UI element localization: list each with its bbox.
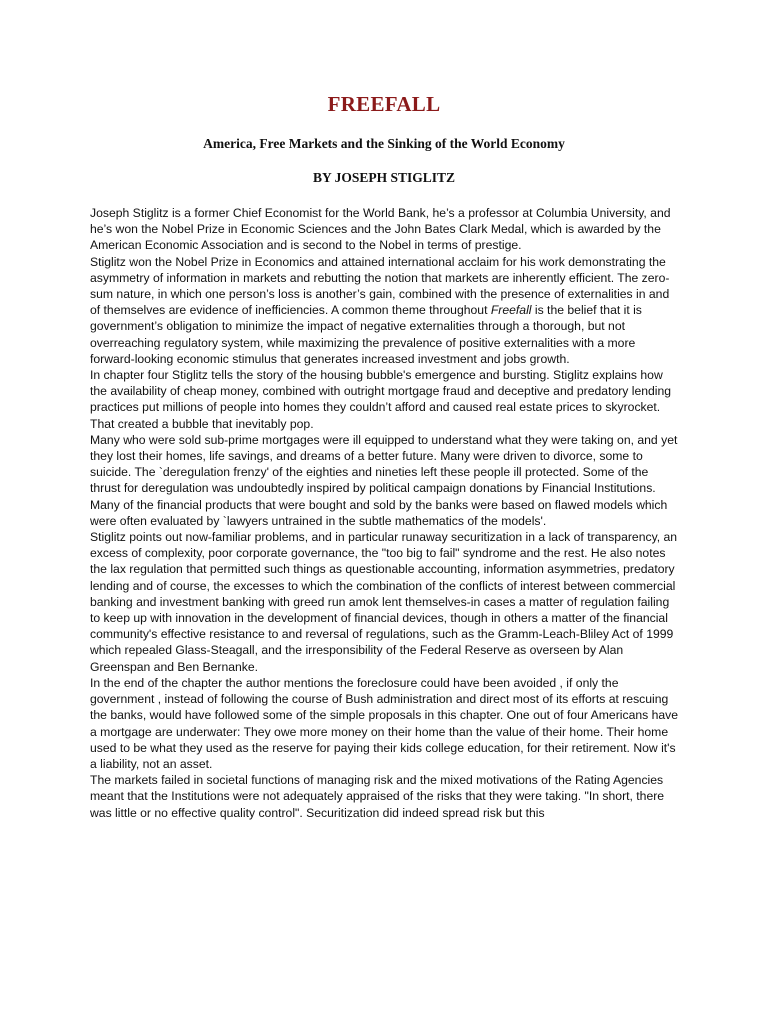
paragraph-text: is the belief that it is government’s obligation to minimize the impact of negative externalities through a thorough, but not overreaching regulatory system, while maximizing the prevalence of positive externalities with a more forward-looking economic stimulus that generates increased investment and jobs growth. (90, 303, 642, 366)
paragraph-flawed-models: Many of the financial products that were bought and sold by the banks were based on flawed models which were often evaluated by `lawyers untrained in the subtle mathematics of the models'. (90, 497, 668, 528)
paragraph-foreclosure: In the end of the chapter the author mentions the foreclosure could have been avoided , if only the government , instead of following the course of Bush administration and direct most of its efforts at rescuing the banks, would have followed some of the simple proposals in this chapter. One out of four Americans have a mortgage are underwater: They owe more money on their home than the value of their home. Their home used to be what they used as the reserve for paying their kids college education, for their retirement. Now it's a liability, not an asset. (90, 675, 679, 771)
book-title-italic: Freefall (490, 303, 532, 318)
document-body (90, 205, 682, 821)
paragraph-author-bio: Joseph Stiglitz is a former Chief Economist for the World Bank, he’s a professor at Columbia University, and he’s won the Nobel Prize in Economic Sciences and the John Bates Clark Medal, which is awarded by the American Economic Association and is second to the Nobel in terms of prestige. (90, 206, 671, 253)
paragraph-text: Stiglitz won the Nobel Prize in Economics and attained international acclaim for his work demonstrating the asymmetry of information in markets and rebutting the notion that markets are inherently efficient. The zero-sum nature, in which one person’s loss is another’s gain, combined with the presence of externalities in and of themselves are evidence of inefficiencies. A common theme throughout (90, 254, 670, 318)
document-title: FREEFALL (327, 92, 441, 116)
document-subtitle: America, Free Markets and the Sinking of the World Economy (203, 136, 565, 151)
paragraph-subprime-victims: Many who were sold sub-prime mortgages were ill equipped to understand what they were taking on, and yet they lost their homes, life savings, and dreams of a better future. Many were driven to divorce, some to suicide. The `deregulation frenzy' of the eighties and nineties left these people ill protected. Some of the thrust for deregulation was undoubtedly inspired by political campaign donations by Financial Institutions. (90, 432, 678, 496)
paragraph-markets-failed: The markets failed in societal functions of managing risk and the mixed motivations of the Rating Agencies meant that the Institutions were not adequately appraised of the risks that they were taking. "In short, there was little or no effective quality control". Securitization did indeed spread risk but this (90, 773, 665, 820)
paragraph-securitization-problems: Stiglitz points out now-familiar problems, and in particular runaway securitization in a lack of transparency, an excess of complexity, poor corporate governance, the "too big to fail" syndrome and the rest. He also notes the lax regulation that permitted such things as questionable accounting, information asymmetries, predatory lending and of course, the excesses to which the combination of the conflicts of interest between commercial banking and investment banking with greed run amok lent themselves-in cases a matter of regulation failing to keep up with innovation in the development of financial devices, though in others a matter of the financial community's effective resistance to and reversal of regulations, such as the Gramm-Leach-Bliley Act of 1999 which repealed Glass-Steagall, and the irresponsibility of the Federal Reserve as overseen by Alan Greenspan and Ben Bernanke. (90, 530, 678, 674)
paragraph-housing-bubble: In chapter four Stiglitz tells the story of the housing bubble's emergence and bursting. Stiglitz explains how the availability of cheap money, combined with outright mortgage fraud and deceptive and predatory lending practices put millions of people into homes they couldn’t afford and caused real estate prices to skyrocket. That created a bubble that inevitably pop. (90, 368, 672, 431)
document-byline: BY JOSEPH STIGLITZ (312, 170, 456, 185)
paragraph-nobel-prize (90, 254, 682, 367)
